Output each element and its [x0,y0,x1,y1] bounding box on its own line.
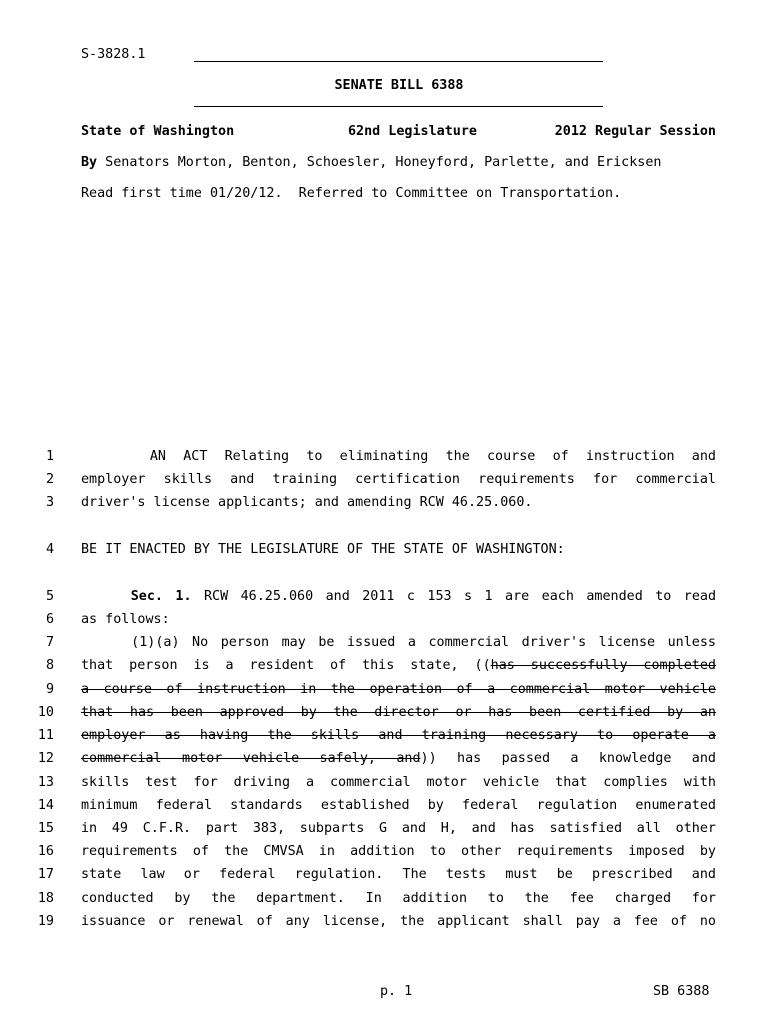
text-run: )) has passed a knowledge and [420,751,716,766]
line-number: 6 [45,612,54,627]
text-run: skills test for driving a commercial motor vehicle that complies with [81,775,716,790]
text-run: minimum federal standards established by federal regulation enumerated [81,798,716,813]
indent [81,449,150,464]
sponsors-line [81,155,661,171]
text-run: RCW 46.25.060 and 2011 c 153 s 1 are each amended to read [191,589,717,604]
text-run: BE IT ENACTED BY THE LEGISLATURE OF THE STATE OF WASHINGTON: [81,542,565,557]
bill-text-line [81,589,716,605]
line-number: 9 [45,682,54,697]
text-run: driver's license applicants; and amending RCW 46.25.060. [81,495,533,510]
struck-text: that has been approved by the director or has been certified by an [81,705,716,720]
state-name: State of Washington [81,124,235,139]
struck-text: a course of instruction in the operation of a commercial motor vehicle [81,682,716,697]
line-number: 7 [45,635,54,650]
line-number: 17 [37,867,54,882]
bill-text-line [81,798,716,814]
session-info-row [81,124,716,140]
bill-text-line [81,542,716,558]
section-heading: Sec. 1. [130,589,192,604]
text-run: requirements of the CMVSA in addition to other requirements imposed by [81,844,716,859]
sponsors-prefix: By [81,155,98,170]
line-number: 5 [45,589,54,604]
header-rule-bottom [194,106,603,107]
struck-text: has successfully completed [490,658,716,673]
session-name: 2012 Regular Session [554,124,716,139]
bill-code: S-3828.1 [81,47,146,62]
line-number: 1 [45,449,54,464]
line-number: 10 [37,705,54,720]
bill-title: SENATE BILL 6388 [334,78,464,93]
text-run: (1)(a) No person may be issued a commercial driver's license unless [131,635,716,650]
text-run: as follows: [81,612,170,627]
bill-text-line [81,821,716,837]
text-run: state law or federal regulation. The tests must be prescribed and [81,867,716,882]
line-number: 18 [37,891,54,906]
struck-text: commercial motor vehicle safely, and [81,751,421,766]
bill-text-line [81,914,716,930]
text-run: that person is a resident of this state, (( [81,658,491,673]
bill-text-line [81,705,716,721]
bill-text-line [81,612,716,628]
indent [81,635,131,650]
line-number: 2 [45,472,54,487]
line-number: 11 [37,728,54,743]
line-number: 8 [45,658,54,673]
text-run: conducted by the department. In addition to the fee charged for [81,891,716,906]
header-rule-top [194,61,603,62]
bill-text-line [81,891,716,907]
legislature-name: 62nd Legislature [347,124,477,139]
bill-text-line [81,472,716,488]
bill-text-line [81,867,716,883]
line-number: 14 [37,798,54,813]
bill-text-line [81,449,716,465]
page-number: p. 1 [380,984,413,999]
line-number: 4 [45,542,54,557]
line-number: 16 [37,844,54,859]
bill-text-line [81,635,716,651]
bill-text-line [81,751,716,767]
struck-text: employer as having the skills and training necessary to operate a [81,728,716,743]
line-number: 13 [37,775,54,790]
line-number: 19 [37,914,54,929]
bill-text-line [81,844,716,860]
line-number: 3 [45,495,54,510]
text-run: AN ACT Relating to eliminating the course of instruction and [149,449,716,464]
text-run: employer skills and training certification requirements for commercial [81,472,716,487]
footer-bill-ref: SB 6388 [653,984,710,999]
bill-text-line [81,728,716,744]
text-run: issuance or renewal of any license, the applicant shall pay a fee of no [81,914,716,929]
line-number: 12 [37,751,54,766]
line-number: 15 [37,821,54,836]
bill-text-line [81,682,716,698]
indent [81,589,131,604]
sponsors-list: Senators Morton, Benton, Schoesler, Honeyford, Parlette, and Ericksen [97,155,662,170]
bill-text-line [81,495,716,511]
bill-text-line [81,775,716,791]
read-first-line: Read first time 01/20/12. Referred to Committee on Transportation. [81,186,622,201]
bill-text-line [81,658,716,674]
text-run: in 49 C.F.R. part 383, subparts G and H, and has satisfied all other [81,821,716,836]
